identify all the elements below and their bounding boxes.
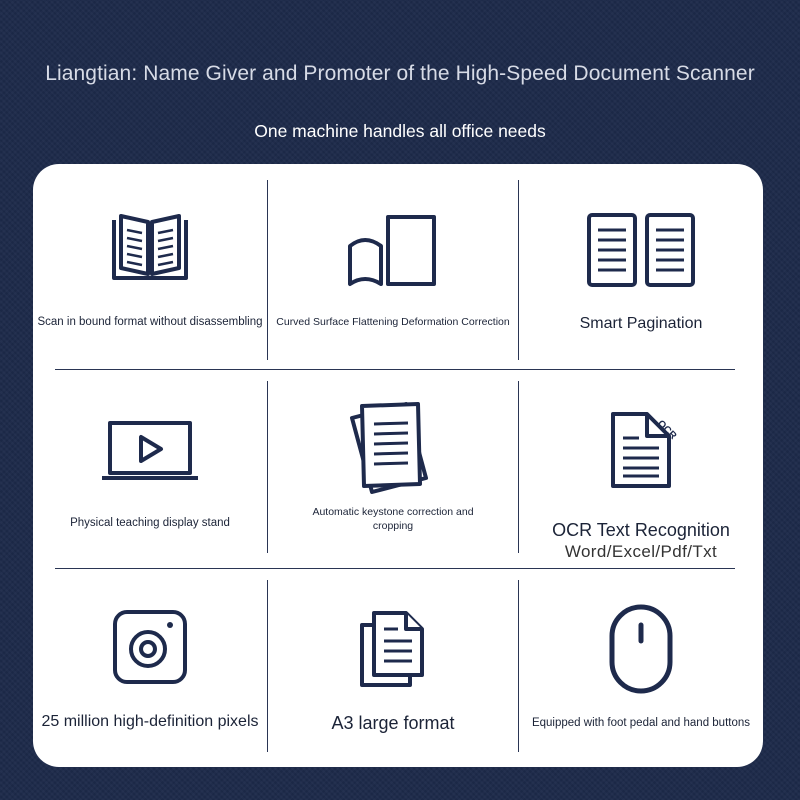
feature-foot-pedal [519, 569, 763, 767]
feature-label: A3 large format [331, 713, 455, 733]
feature-smart-pagination [519, 164, 763, 364]
documents-icon [358, 609, 428, 689]
feature-label: Scan in bound format without disassembling [37, 316, 263, 328]
feature-teaching-stand [33, 370, 267, 568]
laptop-play-icon [101, 420, 199, 482]
page-title: Liangtian: Name Giver and Promoter of the High-Speed Document Scanner [45, 62, 755, 85]
feature-sublabel: Word/Excel/Pdf/Txt [564, 542, 718, 561]
ocr-document-icon [609, 410, 679, 490]
feature-curved-flattening [268, 164, 518, 364]
feature-label: Physical teaching display stand [70, 517, 230, 529]
feature-ocr [519, 370, 763, 568]
two-pages-icon [586, 212, 696, 288]
feature-card [33, 164, 763, 767]
feature-label: OCR Text Recognition [552, 520, 730, 540]
feature-hd-pixels [33, 569, 267, 767]
feature-label: Curved Surface Flattening Deformation Correction [276, 316, 510, 328]
ocr-badge: OCR [654, 418, 679, 442]
camera-icon [112, 609, 188, 685]
skewed-documents-icon [348, 398, 438, 494]
mouse-icon [608, 603, 674, 695]
feature-label: Smart Pagination [579, 315, 703, 332]
open-book-icon [111, 212, 189, 284]
feature-label: 25 million high-definition pixels [41, 713, 259, 730]
page-subtitle: One machine handles all office needs [254, 121, 546, 141]
feature-label: Automatic keystone correction and cropping [312, 506, 474, 532]
feature-keystone-correction [268, 370, 518, 568]
feature-bound-scan [33, 164, 267, 364]
feature-a3-format [268, 569, 518, 767]
feature-label: Equipped with foot pedal and hand buttons [531, 717, 751, 729]
book-page-icon [347, 214, 439, 288]
